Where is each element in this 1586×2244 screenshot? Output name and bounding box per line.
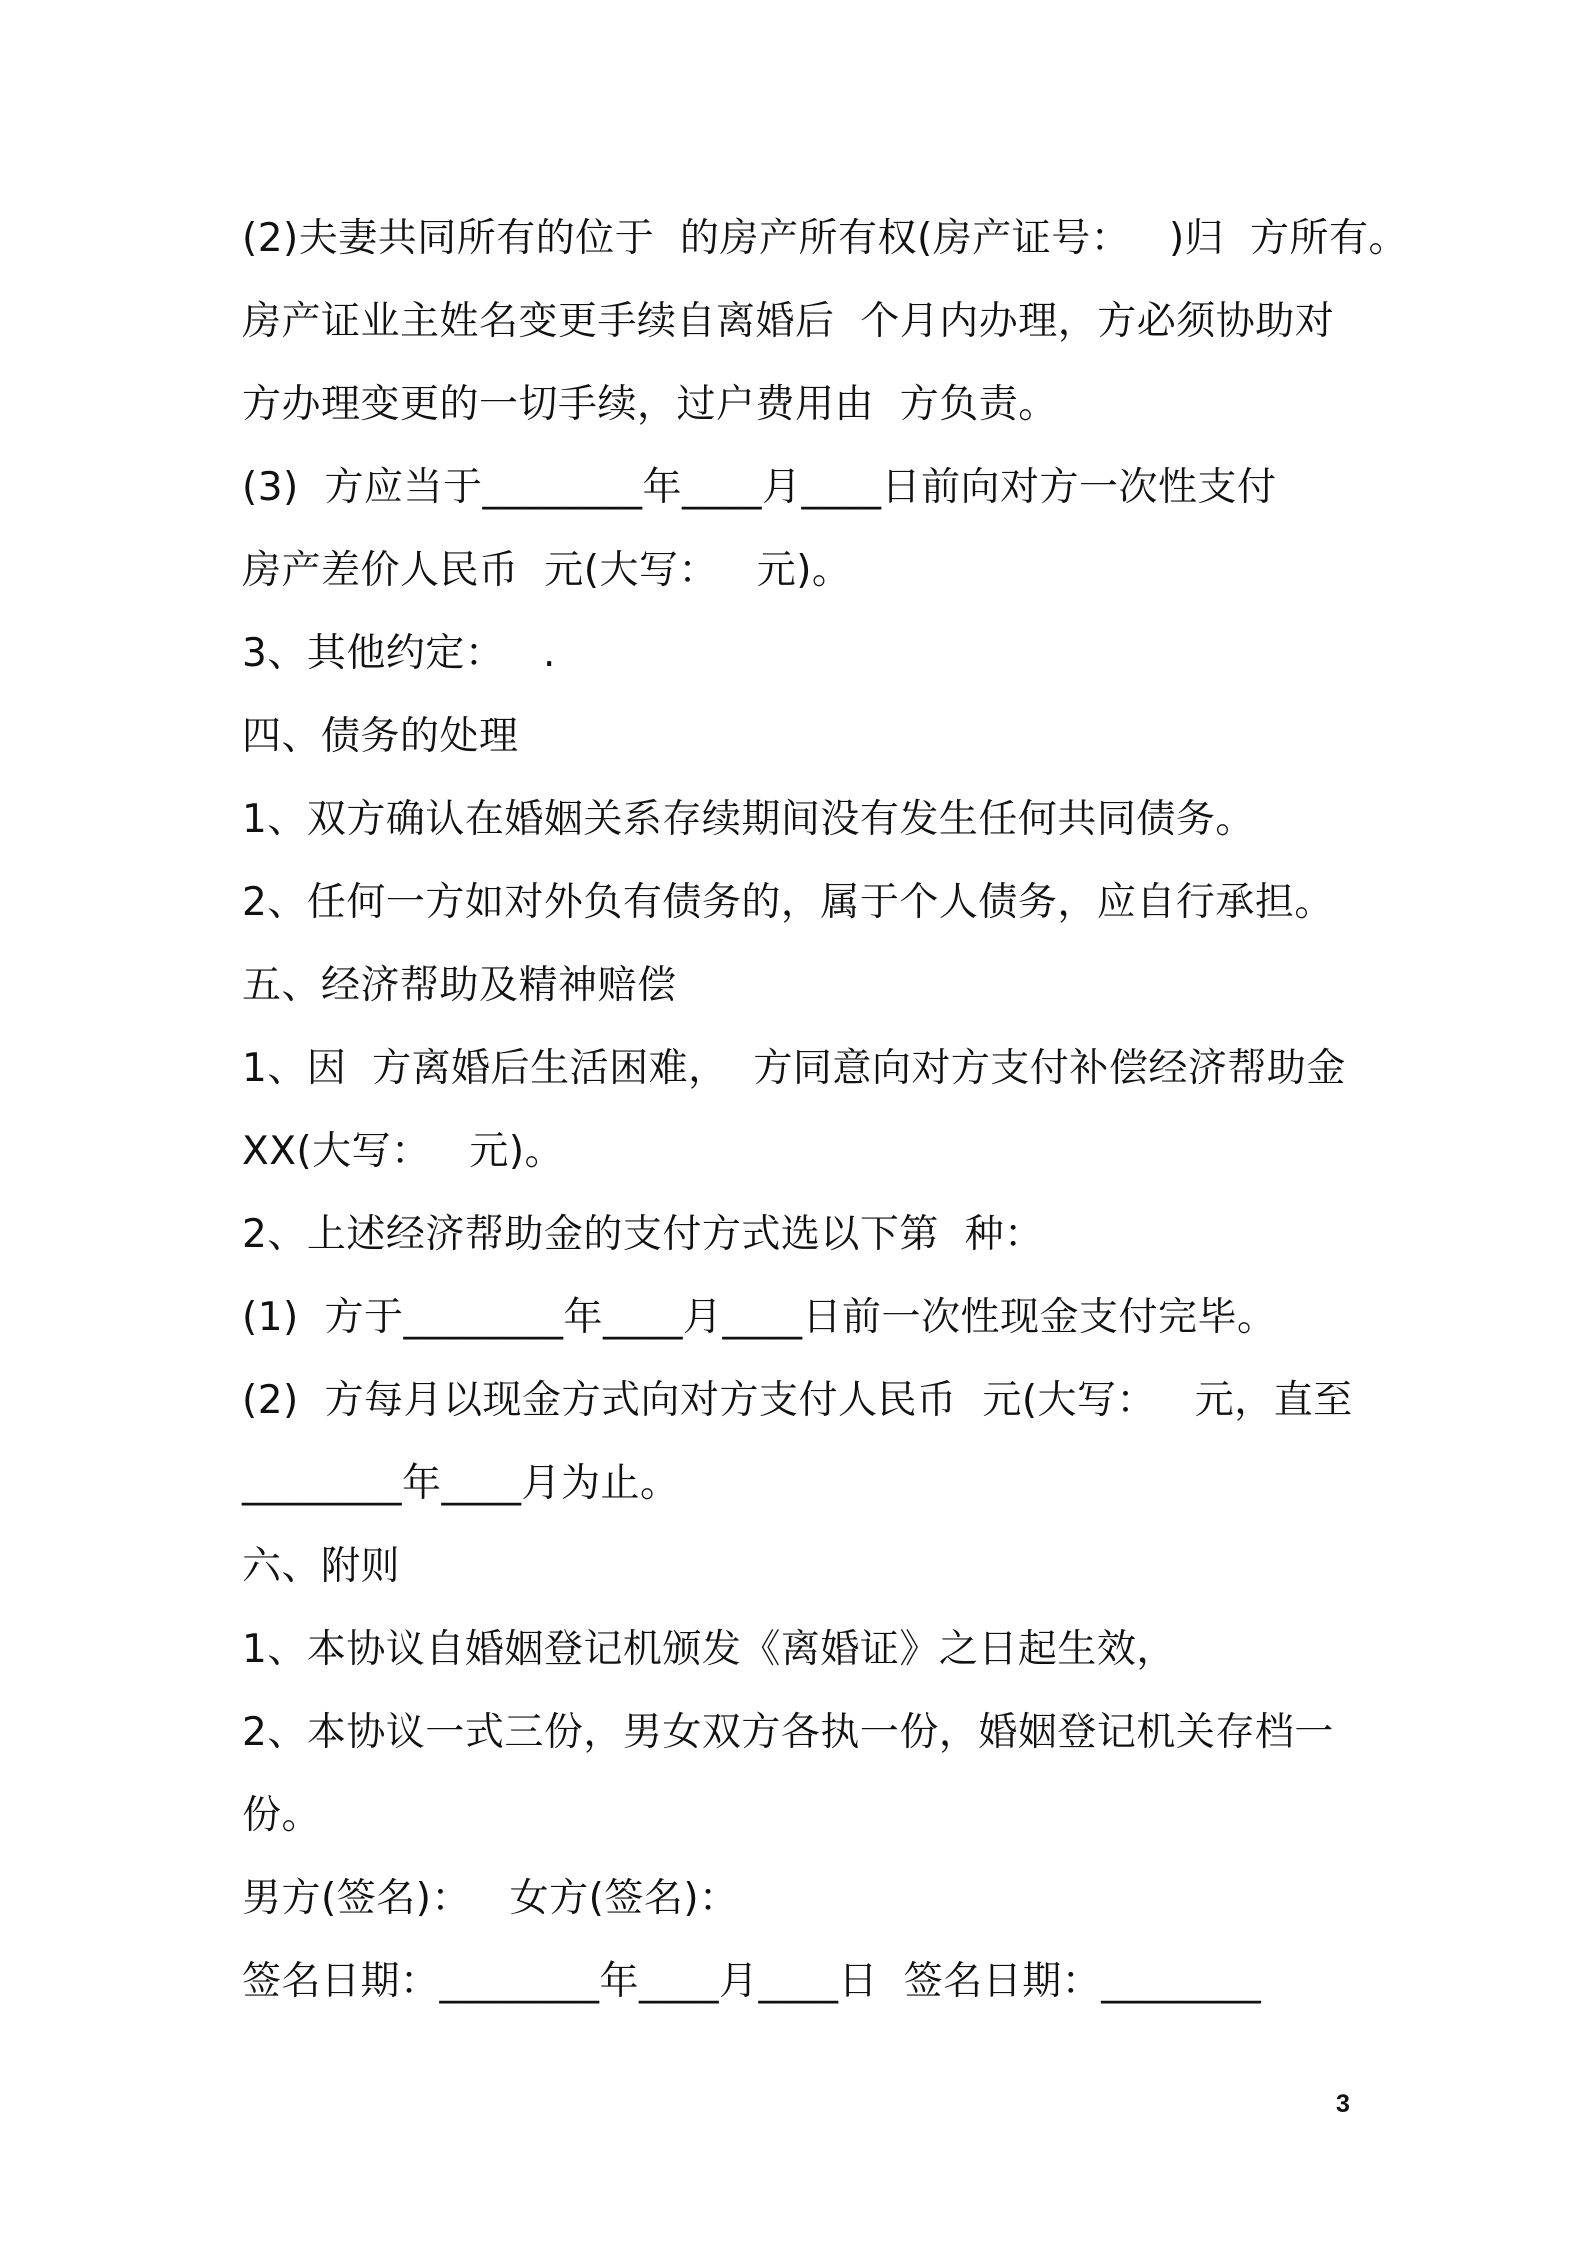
section-heading: 六、附则 xyxy=(242,1544,401,1589)
text-line: 1、因 方离婚后生活困难， 方同意向对方支付补偿经济帮助金 xyxy=(242,1046,1346,1091)
signature-line: 男方(签名)： 女方(签名)： xyxy=(242,1876,739,1921)
text-line: 份。 xyxy=(242,1793,322,1838)
text-line: 2、本协议一式三份，男女双方各执一份，婚姻登记机关存档一 xyxy=(242,1710,1334,1755)
text-line: 2、上述经济帮助金的支付方式选以下第 种： xyxy=(242,1212,1044,1257)
text-line: 3、其他约定： . xyxy=(242,631,556,676)
text-line: ________年____月为止。 xyxy=(242,1461,680,1506)
text-line: 房产差价人民币 元(大写： 元)。 xyxy=(242,548,852,593)
text-line: 房产证业主姓名变更手续自离婚后 个月内办理，方必须协助对 xyxy=(242,299,1335,344)
text-line: (1) 方于________年____月____日前一次性现金支付完毕。 xyxy=(242,1295,1277,1340)
section-heading: 四、债务的处理 xyxy=(242,714,519,759)
signature-date-line: 签名日期：________年____月____日 签名日期：________ xyxy=(242,1959,1262,2004)
document-body xyxy=(242,197,1408,2023)
text-line: (3) 方应当于________年____月____日前向对方一次性支付 xyxy=(242,465,1277,510)
text-line: 1、本协议自婚姻登记机颁发《离婚证》之日起生效， xyxy=(242,1627,1176,1672)
section-heading: 五、经济帮助及精神赔偿 xyxy=(242,963,677,1008)
text-line: 1、双方确认在婚姻关系存续期间没有发生任何共同债务。 xyxy=(242,797,1255,842)
page-number: 3 xyxy=(1336,2090,1350,2118)
text-line: (2) 方每月以现金方式向对方支付人民币 元(大写： 元，直至 xyxy=(242,1378,1353,1423)
text-line: 方办理变更的一切手续，过户费用由 方负责。 xyxy=(242,382,1058,427)
text-line: 2、任何一方如对外负有债务的，属于个人债务，应自行承担。 xyxy=(242,880,1334,925)
text-line: (2)夫妻共同所有的位于 的房产所有权(房产证号： )归 方所有。 xyxy=(242,216,1408,261)
text-line: XX(大写： 元)。 xyxy=(242,1129,565,1174)
